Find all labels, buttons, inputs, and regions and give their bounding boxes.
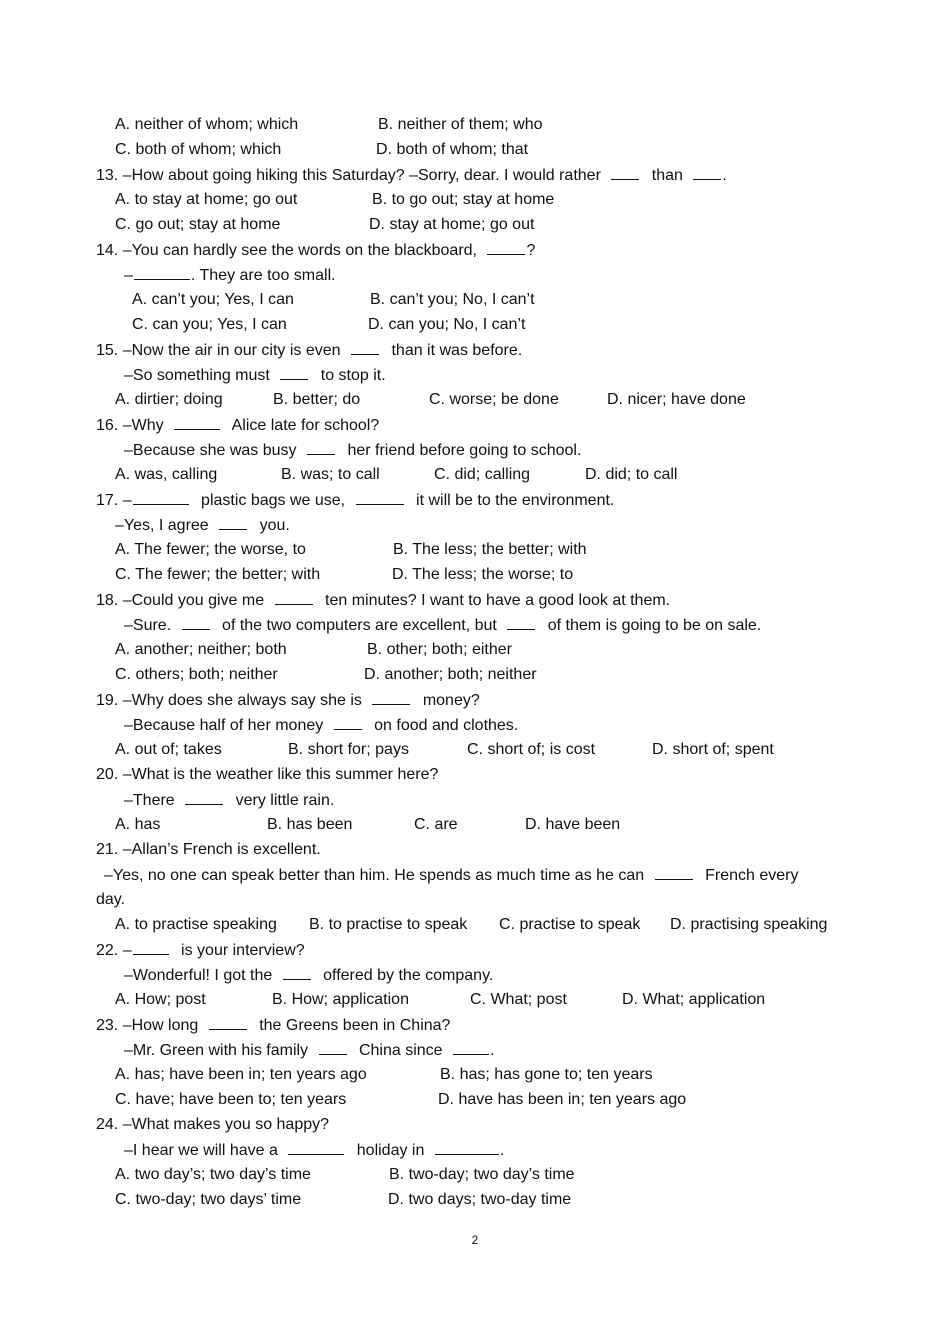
q16-reply-text-1: –Because she was busy (124, 442, 297, 459)
q21-reply (104, 865, 798, 886)
q18-reply (124, 615, 761, 636)
q15-option-b: B. better; do (273, 391, 361, 408)
q23-option-b: B. has; has gone to; ten years (440, 1066, 653, 1083)
answer-blank (351, 340, 379, 355)
q24-option-b: B. two-day; two day’s time (389, 1166, 575, 1183)
q21-option-d: D. practising speaking (670, 916, 828, 933)
q15-option-c: C. worse; be done (429, 391, 559, 408)
q17-prompt-text-3: it will be to the environment. (416, 492, 615, 509)
q16-option-c: C. did; calling (434, 466, 531, 483)
q24-option-d: D. two days; two-day time (388, 1191, 572, 1208)
q17-reply-text-1: –Yes, I agree (115, 517, 209, 534)
q24-option-c: C. two-day; two days’ time (115, 1191, 302, 1208)
q20-option-a: A. has (115, 816, 161, 833)
q14-reply-text-2: . They are too small. (190, 267, 336, 284)
q14-reply-text-1: – (124, 267, 133, 284)
answer-blank (182, 615, 210, 630)
answer-blank (655, 865, 693, 880)
q24-reply (124, 1140, 504, 1161)
q17-option-a: A. The fewer; the worse, to (115, 541, 306, 558)
q13-prompt-text-2: than (651, 167, 683, 184)
q19-reply (124, 715, 518, 736)
answer-blank (307, 440, 335, 455)
q16-option-a: A. was, calling (115, 466, 218, 483)
q23-reply (124, 1040, 494, 1061)
q19-option-c: C. short of; is cost (467, 741, 596, 758)
q20-option-d: D. have been (525, 816, 621, 833)
answer-blank (174, 415, 220, 430)
answer-blank (133, 940, 169, 955)
q22-option-a: A. How; post (115, 991, 206, 1008)
q12-option-a: A. neither of whom; which (115, 116, 299, 133)
q14-option-b: B. can’t you; No, I can’t (370, 291, 535, 308)
q21-reply-continued: day. (96, 891, 126, 908)
q16-option-b: B. was; to call (281, 466, 380, 483)
q13-option-b: B. to go out; stay at home (372, 191, 555, 208)
q21-option-b: B. to practise to speak (309, 916, 468, 933)
q20-reply-text-2: very little rain. (235, 792, 335, 809)
answer-blank (275, 590, 313, 605)
q16-prompt-text-2: Alice late for school? (231, 417, 380, 434)
q23-prompt-text-2: the Greens been in China? (259, 1017, 451, 1034)
q20-reply (124, 790, 334, 811)
q16-reply-text-2: her friend before going to school. (347, 442, 582, 459)
q23-reply-text-2: China since (358, 1042, 443, 1059)
q13-option-d: D. stay at home; go out (369, 216, 535, 233)
q24-prompt: 24. –What makes you so happy? (96, 1116, 330, 1133)
q20-prompt: 20. –What is the weather like this summer here? (96, 766, 439, 783)
q15-prompt (96, 340, 522, 361)
q18-option-a: A. another; neither; both (115, 641, 287, 658)
q14-prompt (96, 240, 535, 261)
q22-prompt-text-2: is your interview? (181, 942, 305, 959)
answer-blank (185, 790, 223, 805)
q12-option-b: B. neither of them; who (378, 116, 543, 133)
q15-prompt-text-2: than it was before. (391, 342, 523, 359)
q17-option-b: B. The less; the better; with (393, 541, 587, 558)
answer-blank (283, 965, 311, 980)
q22-reply-text-2: offered by the company. (323, 967, 494, 984)
q17-prompt-text-1: 17. – (96, 492, 132, 509)
q17-option-d: D. The less; the worse; to (392, 566, 574, 583)
q21-reply-text-2: French every (705, 867, 799, 884)
q19-reply-text-1: –Because half of her money (124, 717, 324, 734)
answer-blank (219, 515, 247, 530)
q15-option-a: A. dirtier; doing (115, 391, 223, 408)
q17-prompt (96, 490, 614, 511)
page-number: 2 (471, 1233, 479, 1247)
q19-option-d: D. short of; spent (652, 741, 774, 758)
q15-reply (124, 365, 386, 386)
q15-prompt-text-1: 15. –Now the air in our city is even (96, 342, 341, 359)
q18-reply-text-1: –Sure. (124, 617, 172, 634)
q16-reply (124, 440, 581, 461)
answer-blank (435, 1140, 499, 1155)
q21-prompt: 21. –Allan’s French is excellent. (96, 841, 321, 858)
q23-option-a: A. has; have been in; ten years ago (115, 1066, 367, 1083)
q14-option-a: A. can’t you; Yes, I can (132, 291, 294, 308)
q21-option-c: C. practise to speak (499, 916, 641, 933)
q14-option-c: C. can you; Yes, I can (132, 316, 287, 333)
q23-prompt (96, 1015, 450, 1036)
q19-option-b: B. short for; pays (288, 741, 409, 758)
q13-prompt (96, 165, 727, 186)
q23-option-d: D. have has been in; ten years ago (438, 1091, 687, 1108)
q23-reply-text-3: . (490, 1042, 495, 1059)
q13-prompt-text-1: 13. –How about going hiking this Saturday? –Sorry, dear. I would rather (96, 167, 601, 184)
q13-option-c: C. go out; stay at home (115, 216, 281, 233)
answer-blank (133, 490, 189, 505)
q21-option-a: A. to practise speaking (115, 916, 277, 933)
q14-reply (124, 265, 336, 286)
q15-option-d: D. nicer; have done (607, 391, 746, 408)
q13-option-a: A. to stay at home; go out (115, 191, 298, 208)
q18-option-c: C. others; both; neither (115, 666, 278, 683)
q18-prompt-text-1: 18. –Could you give me (96, 592, 265, 609)
q24-reply-text-1: –I hear we will have a (124, 1142, 278, 1159)
q17-prompt-text-2: plastic bags we use, (201, 492, 346, 509)
q21-reply-text-1: –Yes, no one can speak better than him. He spends as much time as he can (104, 867, 645, 884)
answer-blank (507, 615, 535, 630)
q22-prompt-text-1: 22. – (96, 942, 132, 959)
q17-reply-text-2: you. (259, 517, 290, 534)
q24-reply-text-3: . (499, 1142, 505, 1159)
q15-reply-text-2: to stop it. (320, 367, 386, 384)
q18-prompt-text-2: ten minutes? I want to have a good look at them. (325, 592, 671, 609)
q22-reply-text-1: –Wonderful! I got the (124, 967, 273, 984)
q15-reply-text-1: –So something must (124, 367, 270, 384)
q16-option-d: D. did; to call (585, 466, 678, 483)
q12-option-d: D. both of whom; that (376, 141, 529, 158)
q20-option-c: C. are (414, 816, 458, 833)
q14-prompt-text-1: 14. –You can hardly see the words on the blackboard, (96, 242, 477, 259)
q16-prompt-text-1: 16. –Why (96, 417, 164, 434)
q20-reply-text-1: –There (124, 792, 175, 809)
q22-option-c: C. What; post (470, 991, 567, 1008)
answer-blank (487, 240, 525, 255)
q19-reply-text-2: on food and clothes. (374, 717, 519, 734)
q18-prompt (96, 590, 670, 611)
q23-prompt-text-1: 23. –How long (96, 1017, 199, 1034)
q19-prompt-text-2: money? (422, 692, 480, 709)
q23-reply-text-1: –Mr. Green with his family (124, 1042, 309, 1059)
q24-option-a: A. two day’s; two day’s time (115, 1166, 311, 1183)
q24-reply-text-2: holiday in (356, 1142, 425, 1159)
q14-option-d: D. can you; No, I can’t (368, 316, 526, 333)
answer-blank (372, 690, 410, 705)
q14-prompt-text-2: ? (526, 242, 536, 259)
answer-blank (611, 165, 639, 180)
q13-prompt-text-3: . (722, 167, 727, 184)
answer-blank (693, 165, 721, 180)
q17-option-c: C. The fewer; the better; with (115, 566, 321, 583)
q18-reply-text-2: of the two computers are excellent, but (222, 617, 497, 634)
answer-blank (134, 265, 190, 280)
q18-reply-text-3: of them is going to be on sale. (547, 617, 762, 634)
q17-reply (115, 515, 290, 536)
q19-option-a: A. out of; takes (115, 741, 222, 758)
q22-reply (124, 965, 493, 986)
answer-blank (280, 365, 308, 380)
answer-blank (288, 1140, 344, 1155)
q16-prompt (96, 415, 379, 436)
answer-blank (453, 1040, 489, 1055)
q19-prompt (96, 690, 480, 711)
answer-blank (356, 490, 404, 505)
q20-option-b: B. has been (267, 816, 353, 833)
q18-option-b: B. other; both; either (367, 641, 512, 658)
answer-blank (319, 1040, 347, 1055)
q23-option-c: C. have; have been to; ten years (115, 1091, 347, 1108)
q19-prompt-text-1: 19. –Why does she always say she is (96, 692, 362, 709)
q22-option-b: B. How; application (272, 991, 409, 1008)
answer-blank (209, 1015, 247, 1030)
q12-option-c: C. both of whom; which (115, 141, 282, 158)
q22-prompt (96, 940, 305, 961)
q22-option-d: D. What; application (622, 991, 766, 1008)
answer-blank (334, 715, 362, 730)
q18-option-d: D. another; both; neither (364, 666, 537, 683)
